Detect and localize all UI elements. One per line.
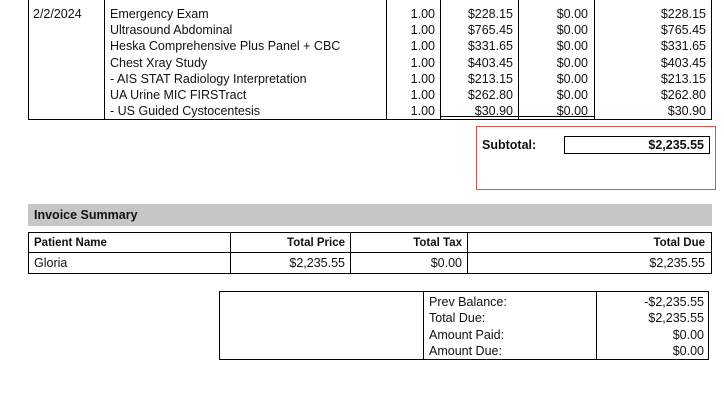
item-price: $331.65	[467, 39, 513, 54]
item-price: $262.80	[467, 88, 513, 102]
item-tax: $0.00	[556, 88, 588, 102]
item-quantity: 1.00	[410, 55, 435, 70]
item-description: - US Guided Cystocentesis	[110, 104, 261, 119]
header-total-due: Total Due	[653, 237, 705, 249]
item-description: Ultrasound Abdominal	[110, 23, 233, 38]
patient-name: Gloria	[34, 256, 68, 270]
balance-value: $2,235.55	[648, 311, 704, 326]
item-tax: $0.00	[556, 55, 588, 70]
total-due-value: $2,235.55	[649, 256, 705, 270]
item-tax: $0.00	[556, 7, 588, 21]
item-price: $228.15	[467, 7, 513, 21]
item-quantity: 1.00	[410, 71, 435, 86]
item-description: Emergency Exam	[110, 7, 209, 21]
item-total: $403.45	[660, 55, 706, 70]
invoice-date: 2/2/2024	[33, 7, 82, 21]
item-description: Chest Xray Study	[110, 55, 208, 70]
item-description: - AIS STAT Radiology Interpretation	[110, 71, 307, 86]
total-price-value: $2,235.55	[289, 256, 345, 270]
invoice-summary-table	[28, 232, 712, 274]
item-total: $228.15	[660, 7, 706, 21]
invoice-summary-heading: Invoice Summary	[28, 204, 712, 226]
item-tax: $0.00	[556, 39, 588, 54]
item-total: $765.45	[660, 23, 706, 38]
item-total: $30.90	[667, 104, 706, 119]
item-quantity: 1.00	[410, 7, 435, 21]
item-total: $262.80	[660, 88, 706, 102]
item-quantity: 1.00	[410, 88, 435, 102]
item-quantity: 1.00	[410, 23, 435, 38]
line-items-table	[0, 0, 724, 122]
item-price: $765.45	[467, 23, 513, 38]
balance-label: Prev Balance:	[429, 295, 507, 309]
item-description: UA Urine MIC FIRSTract	[110, 88, 247, 102]
item-price: $403.45	[467, 55, 513, 70]
balance-label: Total Due:	[429, 311, 486, 326]
item-tax: $0.00	[556, 23, 588, 38]
item-tax: $0.00	[556, 71, 588, 86]
balance-label: Amount Paid:	[429, 327, 505, 342]
subtotal-value: $2,235.55	[564, 136, 710, 154]
balance-value: -$2,235.55	[644, 295, 704, 309]
subtotal-label: Subtotal:	[482, 138, 537, 152]
balance-label: Amount Due:	[429, 343, 502, 358]
item-total: $331.65	[660, 39, 706, 54]
balance-table	[219, 291, 709, 360]
item-description: Heska Comprehensive Plus Panel + CBC	[110, 39, 341, 54]
balance-value: $0.00	[672, 343, 704, 358]
item-quantity: 1.00	[410, 39, 435, 54]
item-price: $30.90	[474, 104, 513, 119]
item-tax: $0.00	[556, 104, 588, 119]
item-total: $213.15	[660, 71, 706, 86]
item-price: $213.15	[467, 71, 513, 86]
header-total-tax: Total Tax	[413, 237, 462, 249]
balance-value: $0.00	[672, 327, 704, 342]
header-patient-name: Patient Name	[34, 237, 107, 249]
header-total-price: Total Price	[287, 237, 345, 249]
item-quantity: 1.00	[410, 104, 435, 119]
total-tax-value: $0.00	[430, 256, 462, 270]
